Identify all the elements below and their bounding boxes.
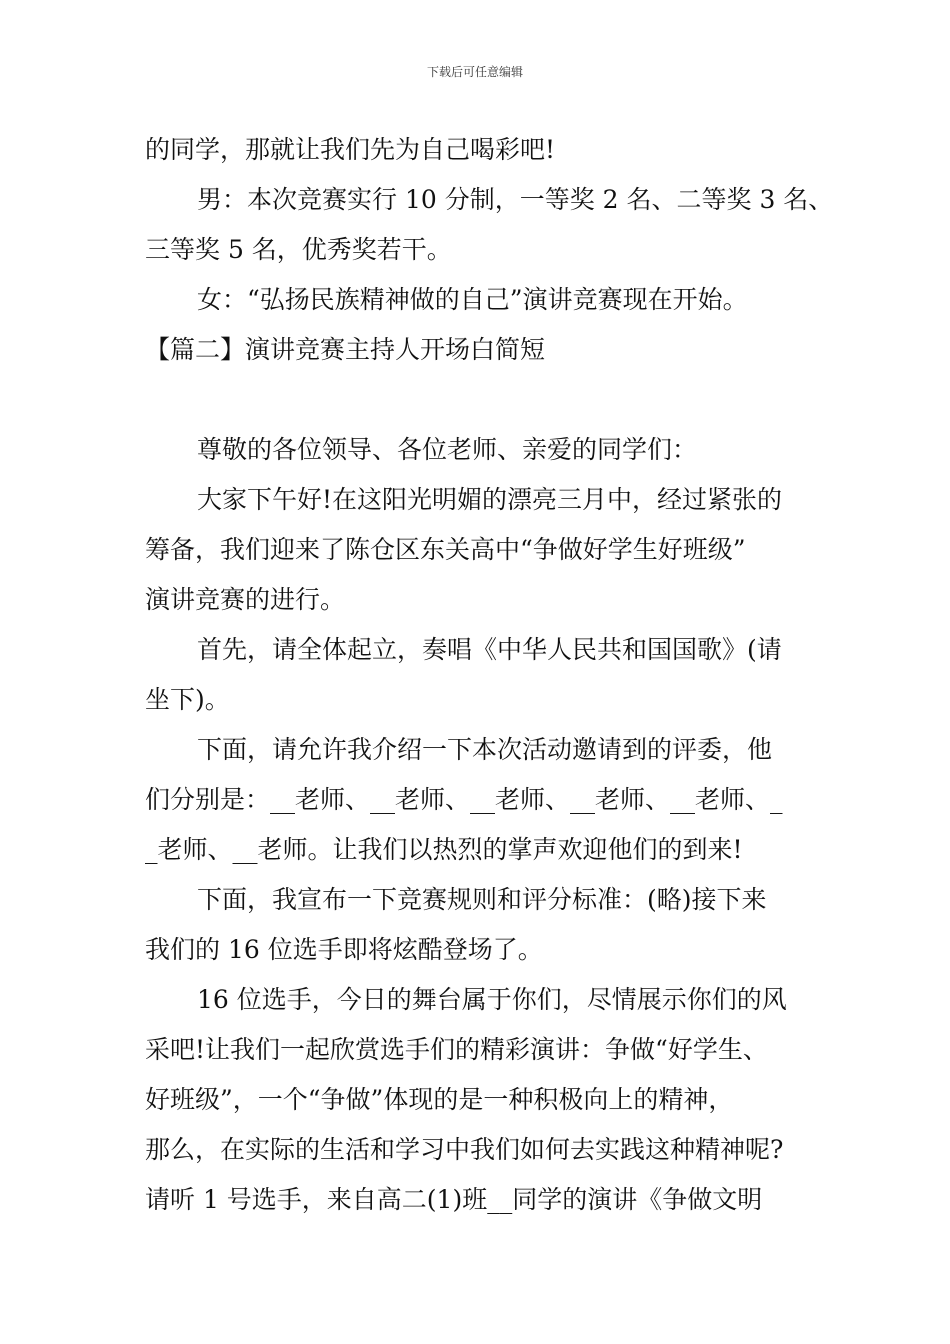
text-line: 下面，我宣布一下竞赛规则和评分标准：(略)接下来 xyxy=(197,885,767,914)
text-line: 坐下)。 xyxy=(145,685,230,714)
text-line: 好班级”，一个“争做”体现的是一种积极向上的精神， xyxy=(145,1085,734,1114)
blank-line xyxy=(145,375,810,425)
text-line: 16 位选手，今日的舞台属于你们，尽情展示你们的风 xyxy=(197,985,787,1014)
text-line: 下面，请允许我介绍一下本次活动邀请到的评委，他 xyxy=(197,735,773,764)
text-line: 筹备，我们迎来了陈仓区东关高中“争做好学生好班级” xyxy=(145,535,746,564)
text-line: 男：本次竞赛实行 10 分制，一等奖 2 名、二等奖 3 名、 xyxy=(197,185,834,214)
text-line: 首先，请全体起立，奏唱《中华人民共和国国歌》(请 xyxy=(197,635,782,664)
document-body xyxy=(145,125,834,1225)
text-line: 演讲竞赛的进行。 xyxy=(145,585,346,614)
page-header-note: 下载后可任意编辑 xyxy=(426,65,523,79)
text-line: 的同学，那就让我们先为自己喝彩吧! xyxy=(145,135,556,164)
text-line: 大家下午好!在这阳光明媚的漂亮三月中，经过紧张的 xyxy=(197,485,783,514)
text-line: 们分别是：__老师、__老师、__老师、__老师、__老师、_ xyxy=(145,785,783,814)
salutation-line: 尊敬的各位领导、各位老师、亲爱的同学们： xyxy=(197,435,698,464)
text-line: _老师、__老师。让我们以热烈的掌声欢迎他们的到来! xyxy=(145,835,743,864)
text-line: 三等奖 5 名，优秀奖若干。 xyxy=(145,235,452,264)
text-line: 请听 1 号选手，来自高二(1)班__同学的演讲《争做文明 xyxy=(145,1185,763,1214)
section-heading: 【篇二】演讲竞赛主持人开场白简短 xyxy=(145,335,546,364)
text-line: 我们的 16 位选手即将炫酷登场了。 xyxy=(145,935,543,964)
text-line: 那么，在实际的生活和学习中我们如何去实践这种精神呢? xyxy=(145,1135,784,1164)
text-line: 采吧!让我们一起欣赏选手们的精彩演讲：争做“好学生、 xyxy=(145,1035,768,1064)
text-line: 女：“弘扬民族精神做的自己”演讲竞赛现在开始。 xyxy=(197,285,748,314)
